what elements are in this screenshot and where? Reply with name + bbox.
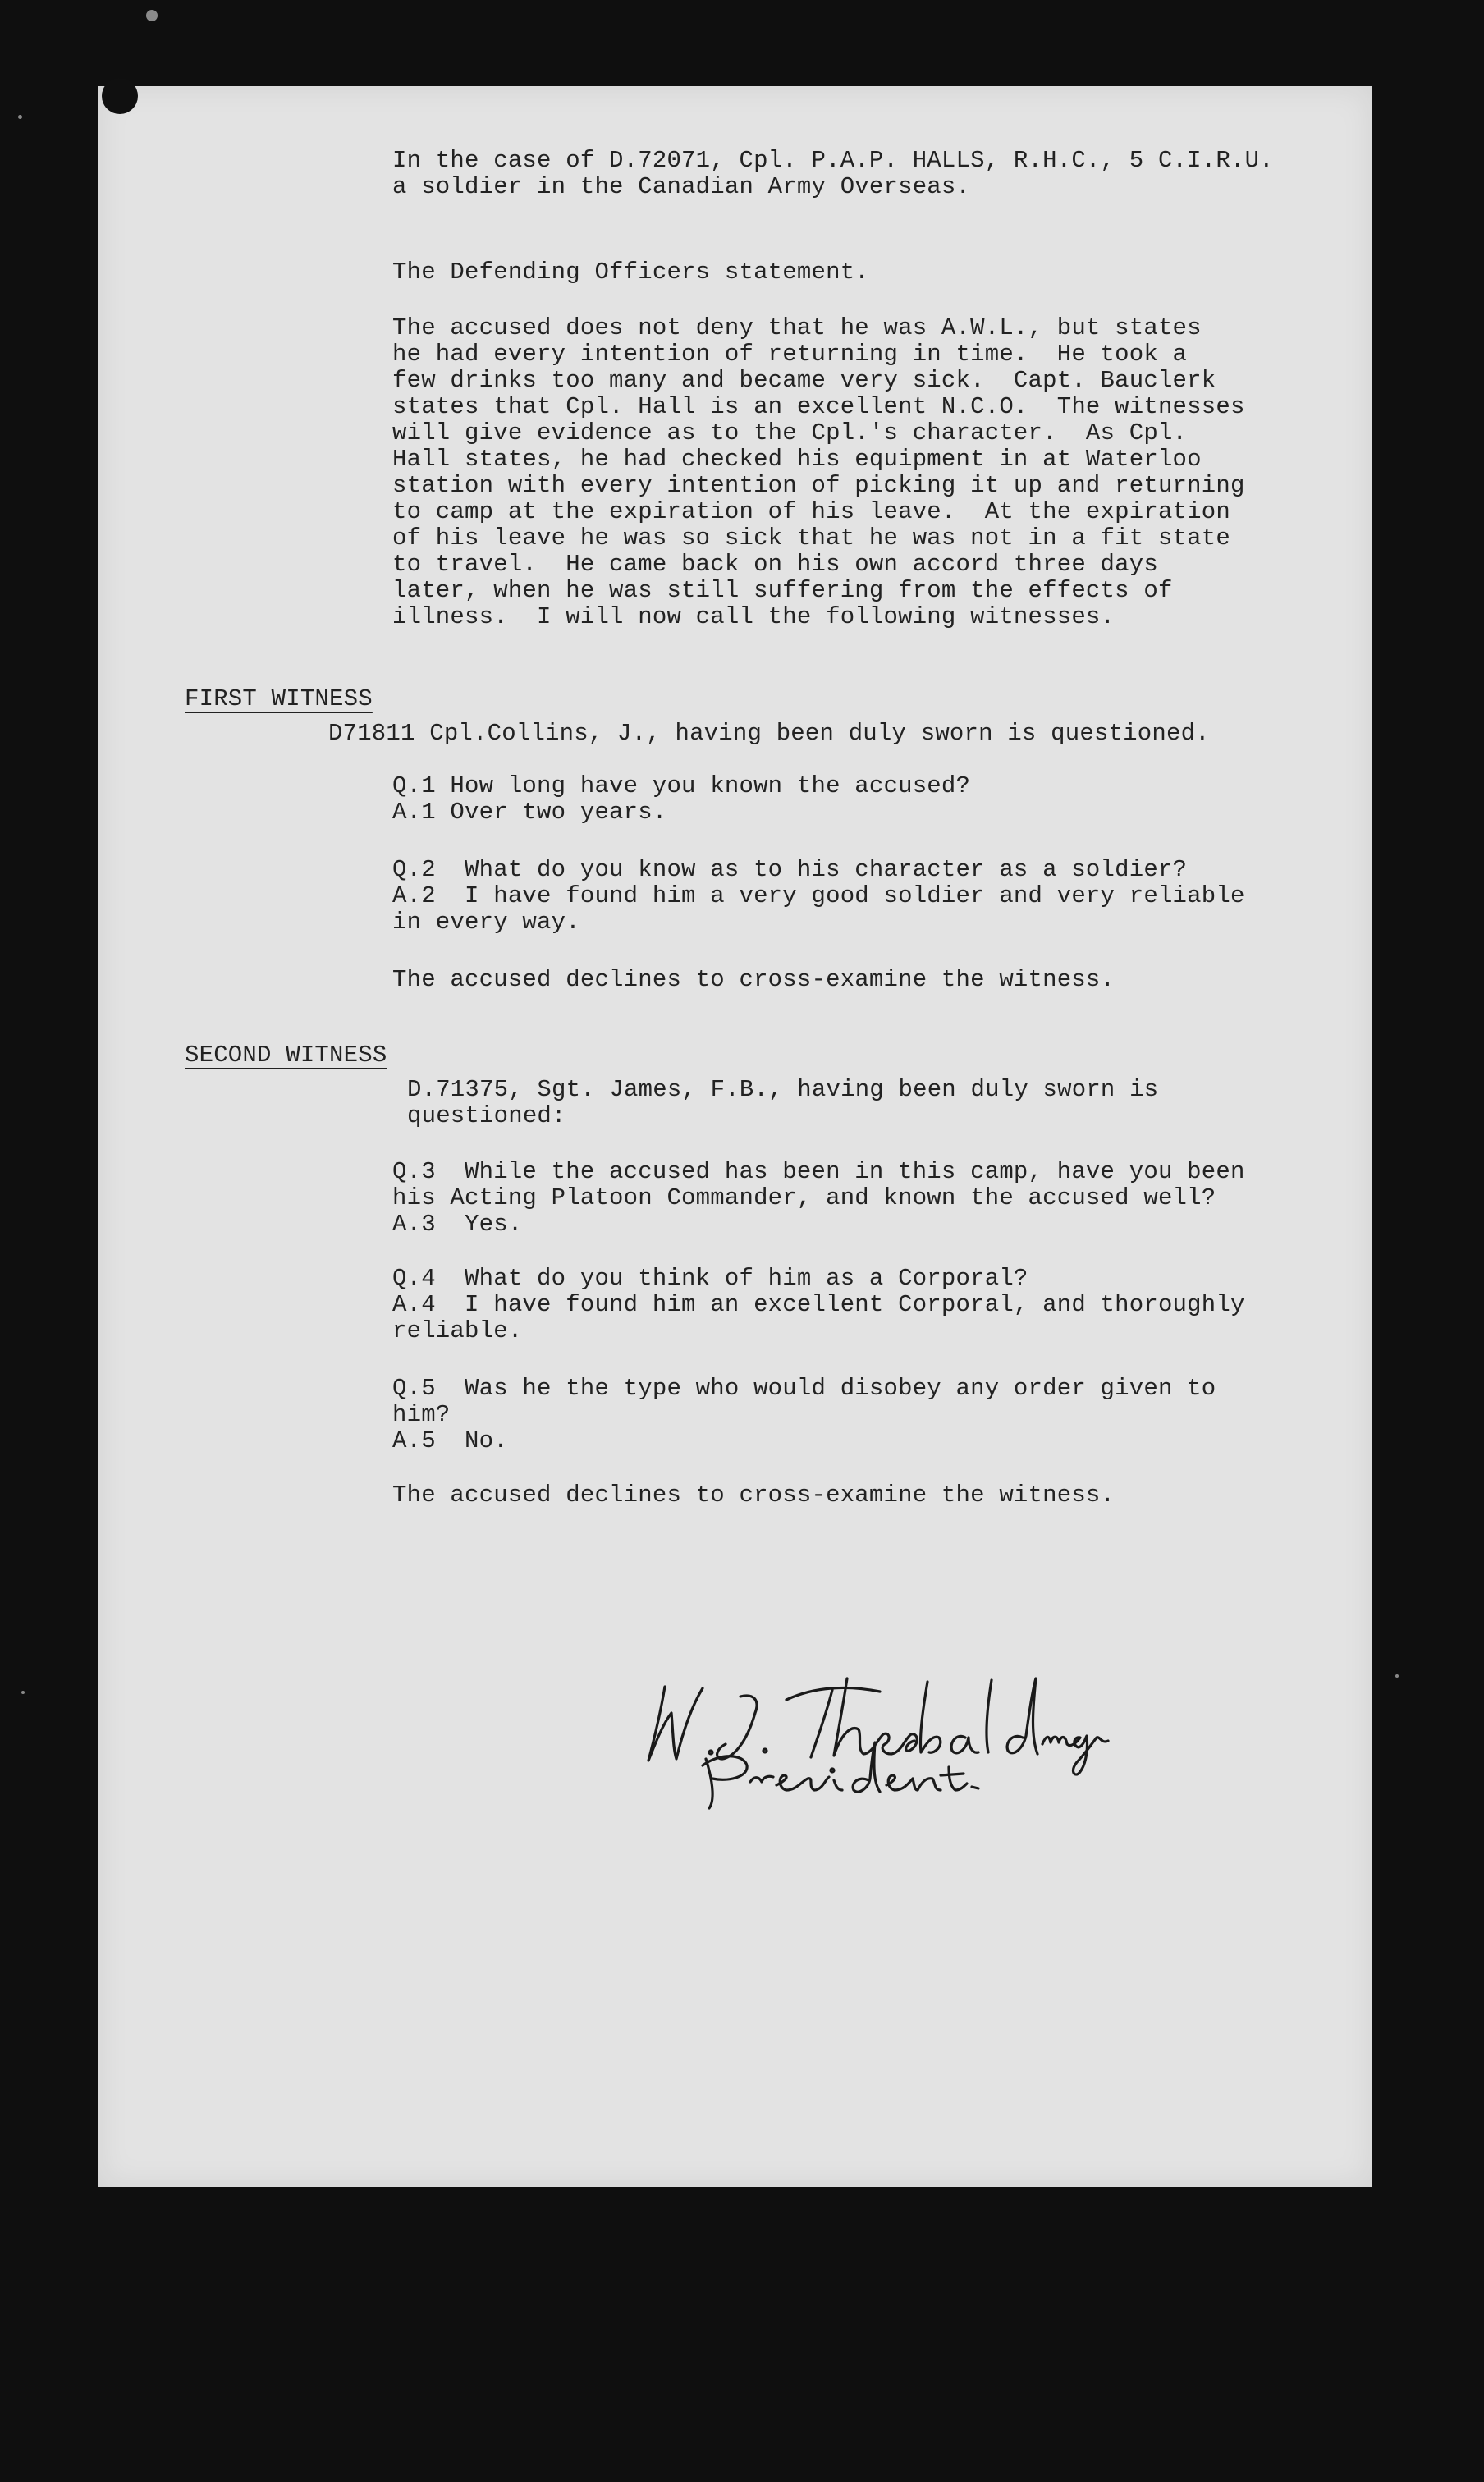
- statement-line: he had every intention of returning in time. He took a: [392, 341, 1188, 368]
- statement-line: later, when he was still suffering from the effects of: [392, 577, 1173, 604]
- answer: A.4 I have found him an excellent Corporal, and thoroughly: [392, 1291, 1245, 1318]
- scan-speck: [1395, 1674, 1399, 1678]
- statement-line: illness. I will now call the following witnesses.: [392, 603, 1115, 630]
- question: him?: [392, 1401, 451, 1428]
- answer: A.1 Over two years.: [392, 799, 667, 826]
- statement-line: station with every intention of picking it up and returning: [392, 472, 1245, 499]
- statement-line: to camp at the expiration of his leave. At the expiration: [392, 498, 1230, 525]
- question: Q.1 How long have you known the accused?: [392, 772, 971, 799]
- second-witness-heading: SECOND WITNESS: [185, 1042, 387, 1069]
- witness-intro: D71811 Cpl.Collins, J., having been duly sworn is questioned.: [328, 720, 1210, 747]
- witness-intro: D.71375, Sgt. James, F.B., having been duly sworn is: [407, 1076, 1159, 1103]
- question: Q.2 What do you know as to his character as a soldier?: [392, 856, 1188, 883]
- question: Q.5 Was he the type who would disobey any order given to: [392, 1375, 1216, 1402]
- statement-title: The Defending Officers statement.: [392, 259, 869, 286]
- scan-speck: [21, 1691, 25, 1694]
- scan-speck: [146, 10, 158, 21]
- answer: reliable.: [392, 1317, 523, 1344]
- statement-line: of his leave he was so sick that he was not in a fit state: [392, 524, 1230, 552]
- answer: in every way.: [392, 909, 580, 936]
- question: his Acting Platoon Commander, and known the accused well?: [392, 1184, 1216, 1211]
- witness-intro: questioned:: [407, 1102, 566, 1129]
- statement-line: few drinks too many and became very sick. Capt. Bauclerk: [392, 367, 1216, 394]
- first-witness-heading: FIRST WITNESS: [185, 685, 373, 712]
- statement-line: The accused does not deny that he was A.W.L., but states: [392, 314, 1202, 341]
- decline-statement: The accused declines to cross-examine the witness.: [392, 1481, 1115, 1509]
- decline-statement: The accused declines to cross-examine the witness.: [392, 966, 1115, 993]
- statement-line: states that Cpl. Hall is an excellent N.C.O. The witnesses: [392, 393, 1245, 420]
- punch-hole: [102, 78, 138, 114]
- answer: A.5 No.: [392, 1427, 508, 1454]
- header-line: a soldier in the Canadian Army Overseas.: [392, 173, 971, 200]
- statement-line: will give evidence as to the Cpl.'s character. As Cpl.: [392, 419, 1188, 446]
- header-line: In the case of D.72071, Cpl. P.A.P. HALLS, R.H.C., 5 C.I.R.U.: [392, 147, 1274, 174]
- statement-line: Hall states, he had checked his equipment in at Waterloo: [392, 446, 1202, 473]
- answer: A.2 I have found him a very good soldier and very reliable: [392, 882, 1245, 909]
- statement-line: to travel. He came back on his own accord three days: [392, 551, 1158, 578]
- answer: A.3 Yes.: [392, 1211, 523, 1238]
- question: Q.4 What do you think of him as a Corporal?: [392, 1265, 1028, 1292]
- question: Q.3 While the accused has been in this camp, have you been: [392, 1158, 1245, 1185]
- handwritten-signature: [558, 1621, 1116, 1810]
- scan-speck: [18, 115, 22, 119]
